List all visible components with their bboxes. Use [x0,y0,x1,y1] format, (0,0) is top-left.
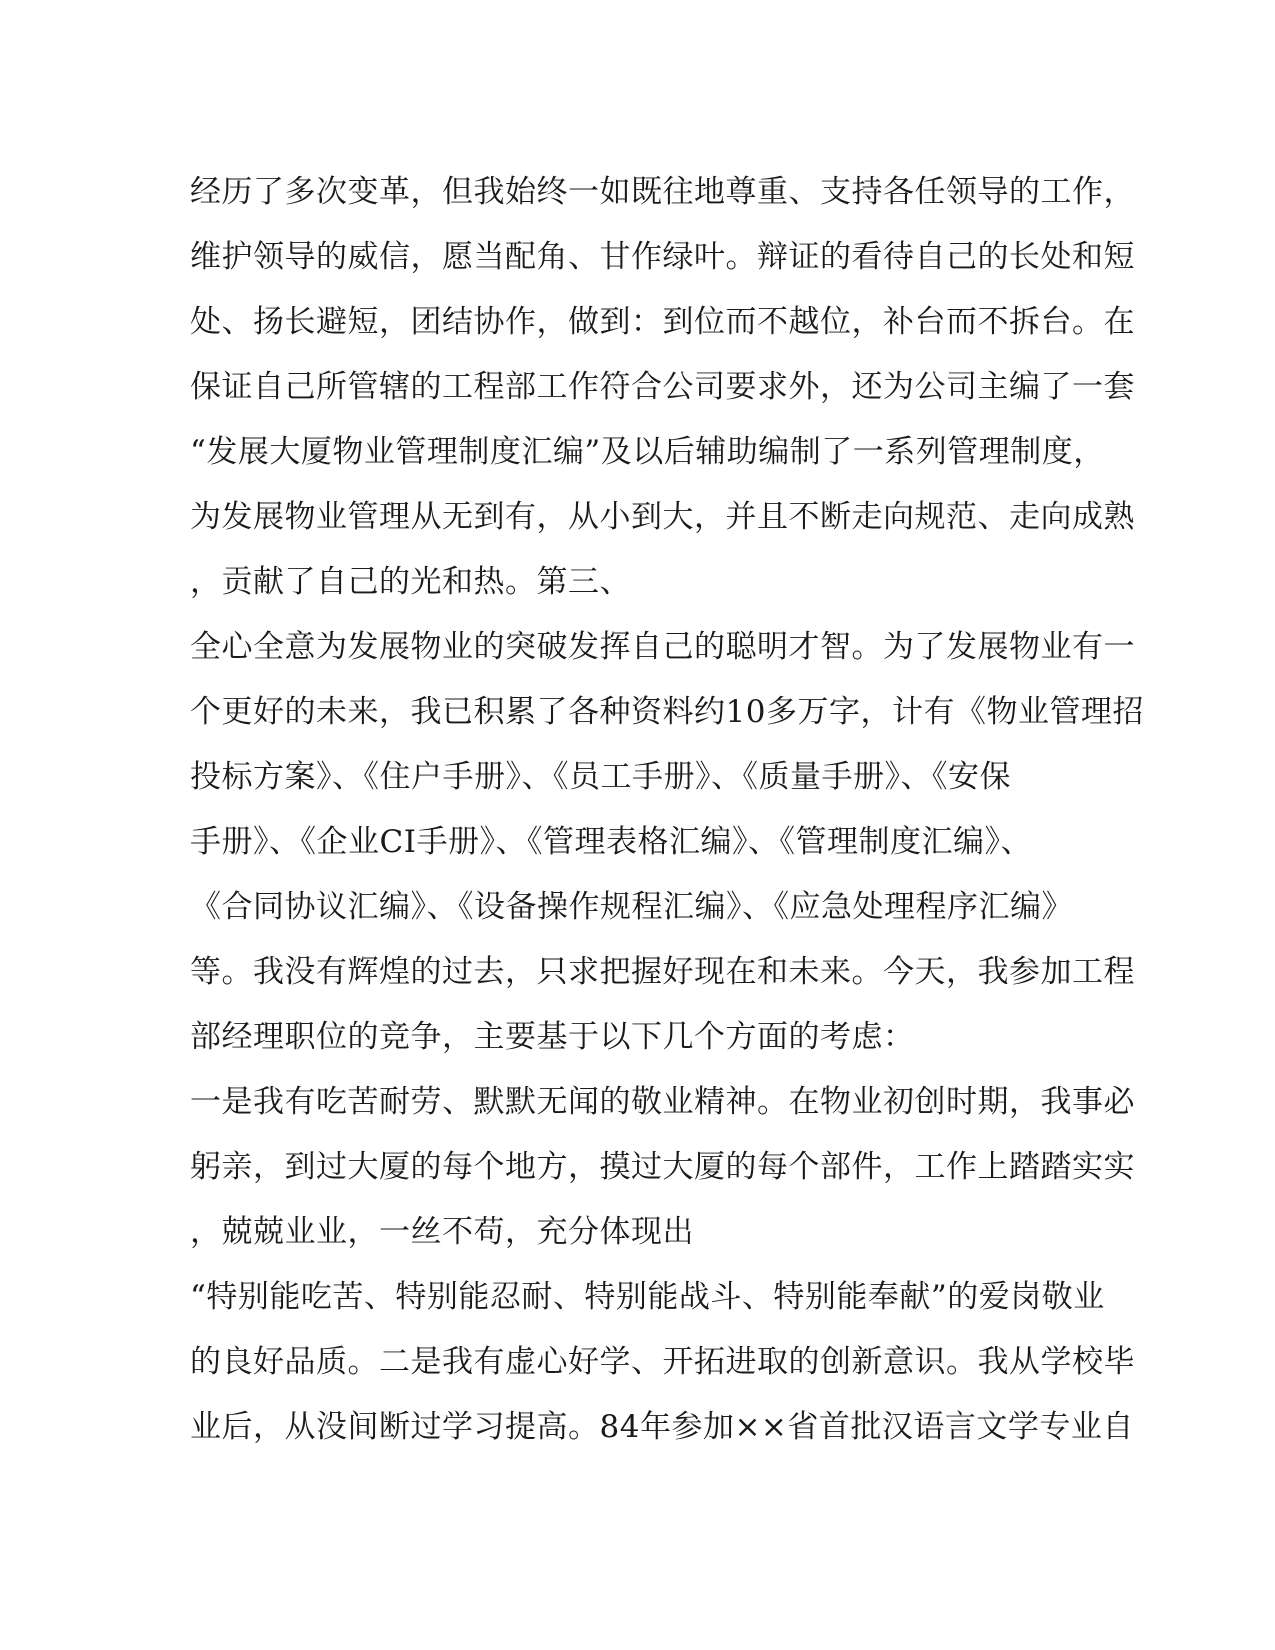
text-line: 为发展物业管理从无到有，从小到大，并且不断走向规范、走向成熟 [190,499,1135,535]
text-line: 的良好品质。二是我有虚心好学、开拓进取的创新意识。我从学校毕 [190,1344,1135,1380]
text-line: 经历了多次变革，但我始终一如既往地尊重、支持各任领导的工作， [190,174,1135,210]
text-line: 等。我没有辉煌的过去，只求把握好现在和未来。今天，我参加工程 [190,954,1135,990]
text-line: 保证自己所管辖的工程部工作符合公司要求外，还为公司主编了一套 [190,369,1135,405]
body-text [190,160,1144,1460]
text-line: 业后，从没间断过学习提高。84年参加××省首批汉语言文学专业自 [190,1409,1134,1445]
text-line: “发展大厦物业管理制度汇编”及以后辅助编制了一系列管理制度， [190,434,1105,470]
text-line: ，兢兢业业，一丝不苟，充分体现出 [190,1214,694,1250]
text-line: 手册》、《企业CI手册》、《管理表格汇编》、《管理制度汇编》、 [190,824,1032,860]
text-line: ，贡献了自己的光和热。第三、 [190,564,631,600]
text-line: 全心全意为发展物业的突破发挥自己的聪明才智。为了发展物业有一 [190,629,1135,665]
text-line: 维护领导的威信，愿当配角、甘作绿叶。辩证的看待自己的长处和短 [190,239,1135,275]
text-line: 个更好的未来，我已积累了各种资料约10多万字，计有《物业管理招 [190,694,1144,730]
text-line: “特别能吃苦、特别能忍耐、特别能战斗、特别能奉献”的爱岗敬业 [190,1279,1105,1315]
text-line: 躬亲，到过大厦的每个地方，摸过大厦的每个部件，工作上踏踏实实 [190,1149,1135,1185]
text-line: 投标方案》、《住户手册》、《员工手册》、《质量手册》、《安保 [190,759,1011,795]
text-line: 《合同协议汇编》、《设备操作规程汇编》、《应急处理程序汇编》 [190,889,1073,925]
text-line: 部经理职位的竞争，主要基于以下几个方面的考虑： [190,1019,915,1055]
text-line: 一是我有吃苦耐劳、默默无闻的敬业精神。在物业初创时期，我事必 [190,1084,1135,1120]
text-line: 处、扬长避短，团结协作，做到：到位而不越位，补台而不拆台。在 [190,304,1135,340]
